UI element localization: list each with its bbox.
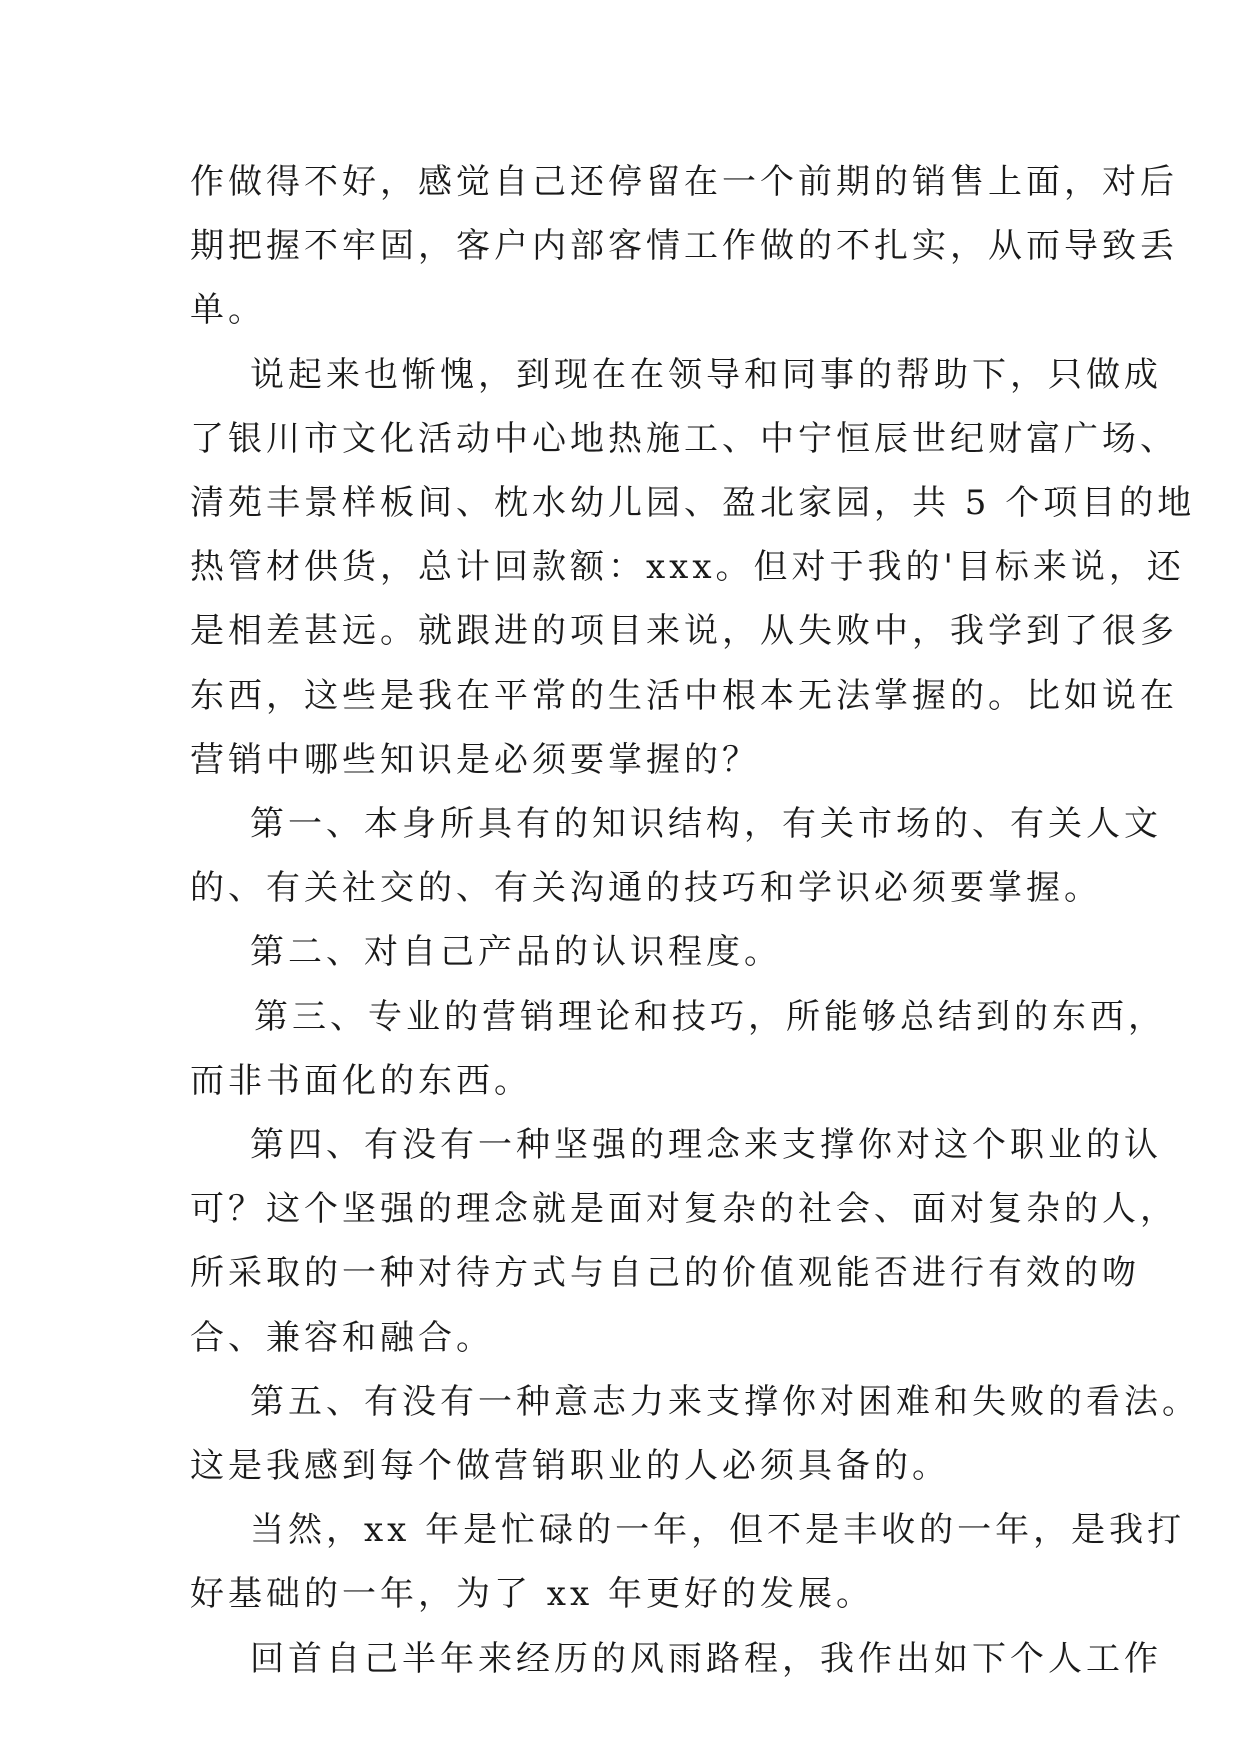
paragraph-8 xyxy=(190,1498,1186,1626)
text-line: 热管材供货，总计回款额：xxx。但对于我的'目标来说，还 xyxy=(190,547,1185,588)
text-line: 第二、对自己产品的认识程度。 xyxy=(250,932,782,973)
text-line: 合、兼容和融合。 xyxy=(190,1317,494,1358)
text-line: 好基础的一年，为了 xx 年更好的发展。 xyxy=(190,1574,874,1615)
text-line: 期把握不牢固，客户内部客情工作做的不扎实，从而导致丢 xyxy=(190,226,1178,267)
paragraph-1 xyxy=(190,150,1178,343)
text-line: 回首自己半年来经历的风雨路程，我作出如下个人工作 xyxy=(250,1638,1162,1679)
text-line: 是相差甚远。就跟进的项目来说，从失败中，我学到了很多 xyxy=(190,611,1178,652)
text-line: 第四、有没有一种坚强的理念来支撑你对这个职业的认 xyxy=(250,1125,1162,1166)
text-line: 第三、专业的营销理论和技巧，所能够总结到的东西， xyxy=(254,996,1166,1037)
document-body xyxy=(190,150,1200,1691)
text-line: 东西，这些是我在平常的生活中根本无法掌握的。比如说在 xyxy=(190,675,1178,716)
text-line: 作做得不好，感觉自己还停留在一个前期的销售上面，对后 xyxy=(190,162,1178,202)
text-line: 单。 xyxy=(190,290,266,331)
text-line: 所采取的一种对待方式与自己的价值观能否进行有效的吻 xyxy=(190,1253,1140,1294)
paragraph-9 xyxy=(190,1627,1162,1691)
text-line: 说起来也惭愧，到现在在领导和同事的帮助下，只做成 xyxy=(250,354,1162,395)
paragraph-2 xyxy=(190,343,1196,792)
paragraph-7 xyxy=(190,1370,1200,1498)
text-line: 了银川市文化活动中心地热施工、中宁恒辰世纪财富广场、 xyxy=(190,418,1178,459)
text-line: 营销中哪些知识是必须要掌握的？ xyxy=(190,739,760,780)
paragraph-4 xyxy=(190,920,1060,984)
paragraph-6 xyxy=(190,1113,1178,1370)
text-line: 这是我感到每个做营销职业的人必须具备的。 xyxy=(190,1446,950,1487)
text-line: 而非书面化的东西。 xyxy=(190,1060,532,1101)
text-line: 的、有关社交的、有关沟通的技巧和学识必须要掌握。 xyxy=(190,868,1102,909)
paragraph-3 xyxy=(190,792,1162,920)
text-line: 当然，xx 年是忙碌的一年，但不是丰收的一年，是我打 xyxy=(250,1510,1186,1551)
text-line: 可？这个坚强的理念就是面对复杂的社会、面对复杂的人， xyxy=(190,1189,1178,1230)
text-line: 第一、本身所具有的知识结构，有关市场的、有关人文 xyxy=(250,804,1162,845)
paragraph-5 xyxy=(190,985,1166,1113)
text-line: 清苑丰景样板间、枕水幼儿园、盈北家园，共 5 个项目的地 xyxy=(190,483,1196,524)
text-line: 第五、有没有一种意志力来支撑你对困难和失败的看法。 xyxy=(250,1381,1200,1422)
